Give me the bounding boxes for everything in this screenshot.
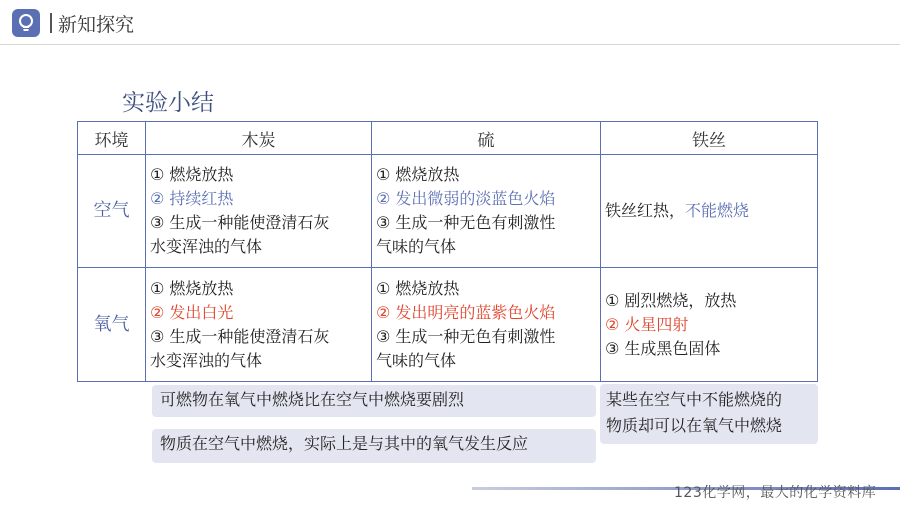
cell-line: 水变浑浊的气体: [150, 350, 263, 370]
cell-line: ② 持续红热: [150, 189, 234, 208]
callout-line: 某些在空气中不能燃烧的: [606, 390, 783, 409]
cell-text-highlight: 不能燃烧: [685, 201, 750, 220]
cell-line: ② 火星四射: [605, 314, 689, 334]
page-title: 新知探究: [58, 14, 135, 36]
cell-line: ① 剧烈燃烧，放热: [605, 290, 737, 310]
column-header: 硫: [372, 122, 601, 155]
cell-line: 气味的气体: [376, 237, 457, 256]
table-header-row: [78, 122, 818, 155]
callout-line: 物质却可以在氧气中燃烧: [606, 416, 783, 435]
cell-line: 水变浑浊的气体: [150, 237, 263, 256]
iron-cell: [601, 155, 818, 268]
conclusion-callout: [600, 384, 818, 444]
watermark: 123化学网，最大的化学资料库: [674, 485, 877, 501]
header-bar: [0, 0, 900, 44]
charcoal-cell: [146, 155, 372, 268]
env-cell: 氧气: [78, 268, 146, 382]
cell-line: ③ 生成一种能使澄清石灰: [150, 213, 330, 232]
cell-line: ① 燃烧放热: [150, 278, 234, 298]
cell-line: ② 发出微弱的淡蓝色火焰: [376, 189, 556, 208]
summary-table: [77, 121, 818, 382]
charcoal-cell: [146, 268, 372, 382]
sulfur-cell: [372, 268, 601, 382]
conclusion-callout: 可燃物在氧气中燃烧比在空气中燃烧要剧烈: [152, 385, 596, 417]
cell-line: ① 燃烧放热: [376, 278, 460, 298]
column-header: 木炭: [146, 122, 372, 155]
sulfur-cell: [372, 155, 601, 268]
table-row-air: [78, 155, 818, 268]
column-header: 环境: [78, 122, 146, 155]
env-cell: 空气: [78, 155, 146, 268]
table-row-oxygen: [78, 268, 818, 382]
header-rule: [0, 44, 900, 45]
cell-line: ③ 生成一种无色有刺激性: [376, 213, 556, 232]
header-divider: [50, 13, 52, 33]
cell-line: ③ 生成一种能使澄清石灰: [150, 326, 330, 346]
cell-text: 铁丝红热，: [605, 201, 686, 220]
cell-line: 气味的气体: [376, 350, 457, 370]
lightbulb-icon: [12, 9, 40, 37]
conclusion-callout: 物质在空气中燃烧，实际上是与其中的氧气发生反应: [152, 429, 596, 463]
cell-line: ① 燃烧放热: [150, 165, 234, 184]
column-header: 铁丝: [601, 122, 818, 155]
iron-cell: [601, 268, 818, 382]
cell-line: ② 发出白光: [150, 302, 234, 322]
cell-line: ③ 生成一种无色有刺激性: [376, 326, 556, 346]
cell-line: ③ 生成黑色固体: [605, 338, 721, 358]
cell-line: ① 燃烧放热: [376, 165, 460, 184]
cell-line: ② 发出明亮的蓝紫色火焰: [376, 302, 556, 322]
section-title: 实验小结: [122, 90, 214, 116]
